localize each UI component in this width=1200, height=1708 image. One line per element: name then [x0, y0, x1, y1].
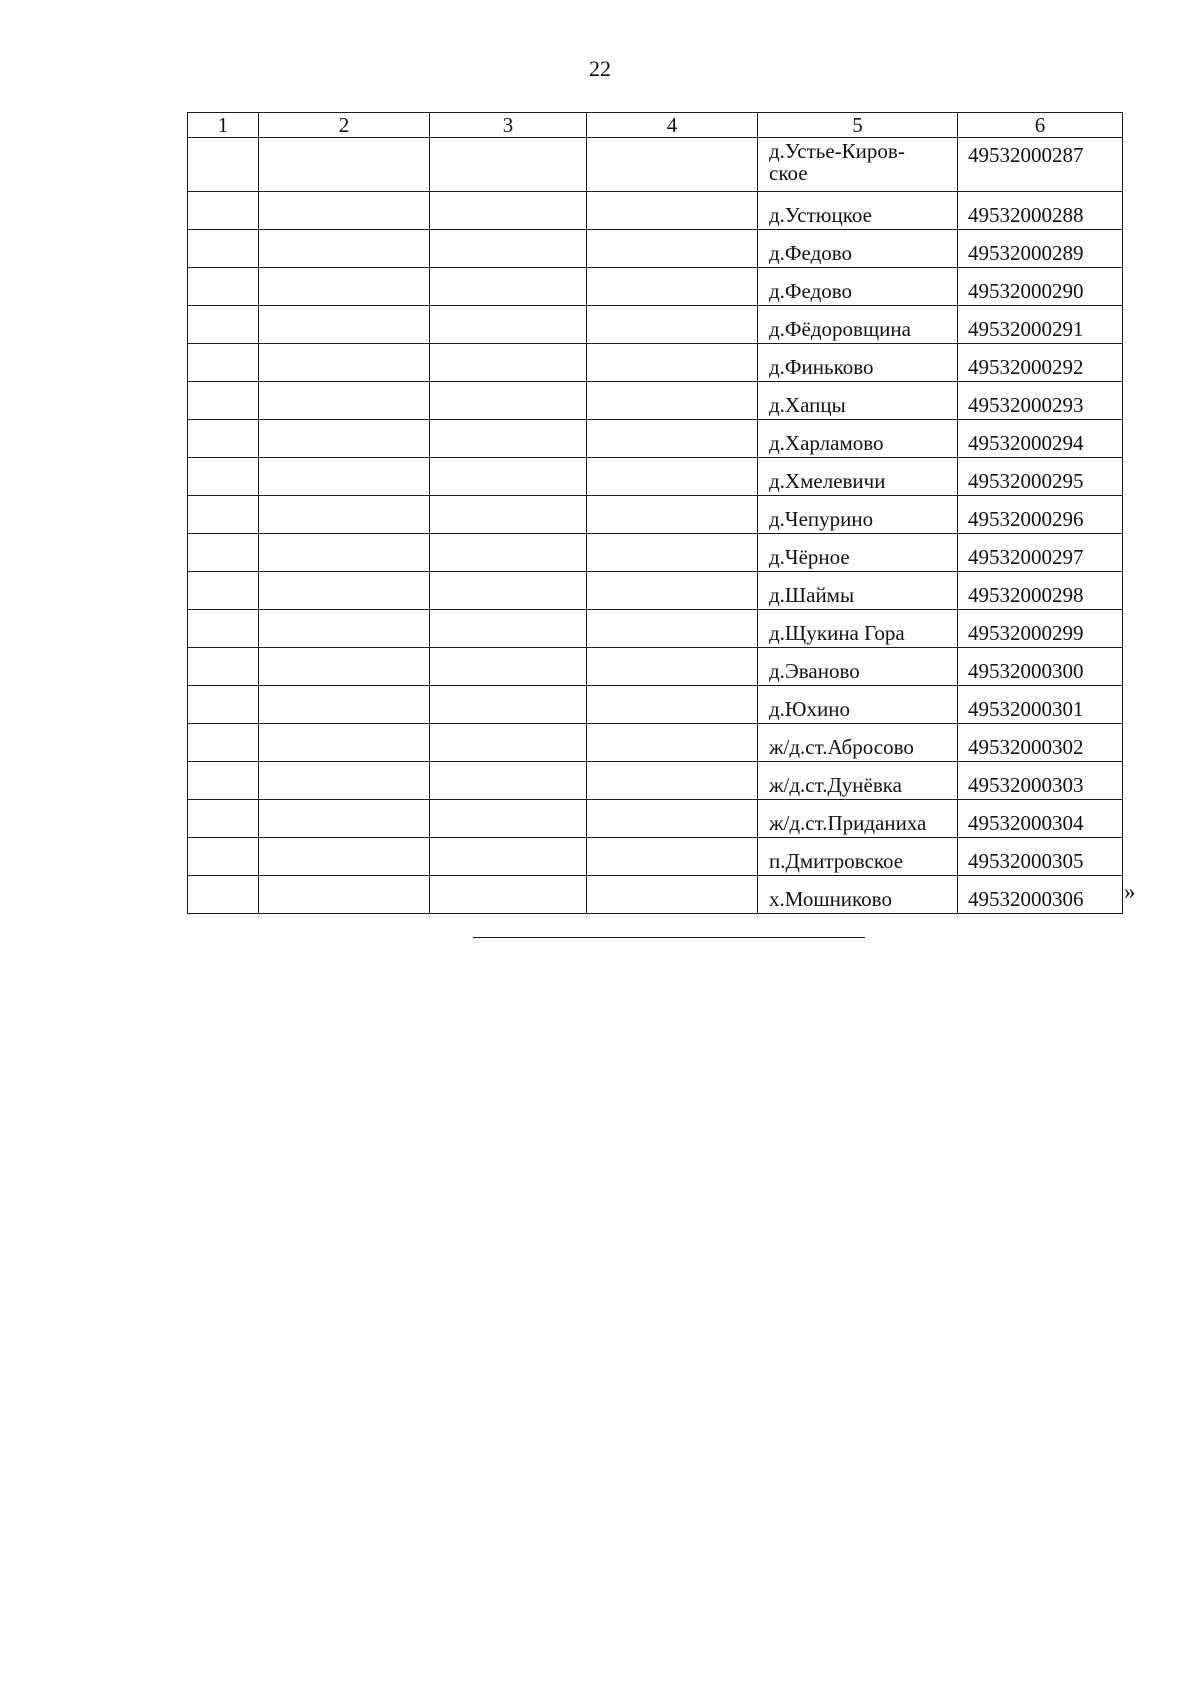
column-header-2: 2 — [259, 113, 430, 138]
cell-col-4 — [587, 800, 758, 838]
table-row — [188, 268, 1123, 306]
table-row — [188, 876, 1123, 914]
cell-col-1 — [188, 420, 259, 458]
cell-col-4 — [587, 420, 758, 458]
cell-col-1 — [188, 648, 259, 686]
cell-col-4 — [587, 138, 758, 192]
cell-col-3 — [430, 268, 587, 306]
cell-col-2 — [259, 686, 430, 724]
table-row — [188, 420, 1123, 458]
cell-col-2 — [259, 192, 430, 230]
cell-col-2 — [259, 344, 430, 382]
cell-col-1 — [188, 610, 259, 648]
cell-col-4 — [587, 610, 758, 648]
settlement-code-cell: 49532000287 — [958, 138, 1123, 192]
settlement-name-cell: д.Устюцкое — [758, 192, 958, 230]
cell-col-3 — [430, 724, 587, 762]
settlement-name-cell: д.Шаймы — [758, 572, 958, 610]
cell-col-3 — [430, 762, 587, 800]
settlement-code-cell: 49532000294 — [958, 420, 1123, 458]
page-number: 22 — [589, 56, 611, 81]
cell-col-3 — [430, 838, 587, 876]
settlement-name-cell: д.Чепурино — [758, 496, 958, 534]
cell-col-3 — [430, 800, 587, 838]
table-row — [188, 192, 1123, 230]
cell-col-2 — [259, 838, 430, 876]
settlement-code-cell: 49532000288 — [958, 192, 1123, 230]
cell-col-4 — [587, 268, 758, 306]
table-row — [188, 686, 1123, 724]
cell-col-1 — [188, 724, 259, 762]
settlement-name-cell: ж/д.ст.Абросово — [758, 724, 958, 762]
settlement-code-cell: 49532000304 — [958, 800, 1123, 838]
table-row — [188, 138, 1123, 192]
cell-col-1 — [188, 230, 259, 268]
cell-col-4 — [587, 192, 758, 230]
column-header-4: 4 — [587, 113, 758, 138]
cell-col-4 — [587, 344, 758, 382]
table-row — [188, 306, 1123, 344]
cell-col-2 — [259, 306, 430, 344]
table-row — [188, 230, 1123, 268]
cell-col-1 — [188, 800, 259, 838]
cell-col-4 — [587, 686, 758, 724]
settlement-code-cell: 49532000298 — [958, 572, 1123, 610]
settlement-name-cell: п.Дмитровское — [758, 838, 958, 876]
cell-col-2 — [259, 762, 430, 800]
settlement-name-cell: ж/д.ст.Приданиха — [758, 800, 958, 838]
settlement-code-cell: 49532000295 — [958, 458, 1123, 496]
cell-col-3 — [430, 534, 587, 572]
column-header-3: 3 — [430, 113, 587, 138]
cell-col-3 — [430, 306, 587, 344]
table-header-row — [188, 113, 1123, 138]
settlement-name-cell: д.Финьково — [758, 344, 958, 382]
settlements-table — [187, 112, 1123, 914]
cell-col-3 — [430, 648, 587, 686]
table-row — [188, 344, 1123, 382]
cell-col-4 — [587, 876, 758, 914]
cell-col-3 — [430, 610, 587, 648]
settlement-code-cell: 49532000300 — [958, 648, 1123, 686]
settlement-code-cell: 49532000299 — [958, 610, 1123, 648]
cell-col-4 — [587, 230, 758, 268]
cell-col-3 — [430, 344, 587, 382]
settlement-code-cell: 49532000292 — [958, 344, 1123, 382]
cell-col-3 — [430, 572, 587, 610]
table-row — [188, 572, 1123, 610]
cell-col-1 — [188, 876, 259, 914]
settlement-name-cell: д.Харламово — [758, 420, 958, 458]
settlement-code-cell: 49532000305 — [958, 838, 1123, 876]
cell-col-3 — [430, 230, 587, 268]
cell-col-1 — [188, 138, 259, 192]
cell-col-4 — [587, 572, 758, 610]
cell-col-1 — [188, 306, 259, 344]
table-row — [188, 838, 1123, 876]
cell-col-3 — [430, 192, 587, 230]
footer-rule — [473, 937, 865, 938]
table-row — [188, 724, 1123, 762]
cell-col-2 — [259, 648, 430, 686]
table-row — [188, 762, 1123, 800]
settlement-name-cell — [758, 138, 958, 192]
cell-col-1 — [188, 458, 259, 496]
settlement-name-cell: д.Щукина Гора — [758, 610, 958, 648]
cell-col-1 — [188, 192, 259, 230]
settlement-code-cell: 49532000296 — [958, 496, 1123, 534]
settlement-code-cell: 49532000290 — [958, 268, 1123, 306]
cell-col-1 — [188, 496, 259, 534]
cell-col-1 — [188, 572, 259, 610]
settlement-name-cell: д.Хапцы — [758, 382, 958, 420]
cell-col-3 — [430, 686, 587, 724]
settlement-name-cell: д.Чёрное — [758, 534, 958, 572]
settlement-name-cell: д.Фёдоровщина — [758, 306, 958, 344]
cell-col-4 — [587, 458, 758, 496]
cell-col-2 — [259, 382, 430, 420]
settlement-code-cell: 49532000289 — [958, 230, 1123, 268]
closing-quote: » — [1124, 879, 1136, 904]
cell-col-1 — [188, 534, 259, 572]
cell-col-4 — [587, 306, 758, 344]
table-row — [188, 382, 1123, 420]
table-row — [188, 800, 1123, 838]
table-row — [188, 534, 1123, 572]
cell-col-2 — [259, 420, 430, 458]
cell-col-1 — [188, 838, 259, 876]
settlement-name-cell: д.Юхино — [758, 686, 958, 724]
cell-col-3 — [430, 420, 587, 458]
cell-col-2 — [259, 458, 430, 496]
cell-col-4 — [587, 382, 758, 420]
table-row — [188, 496, 1123, 534]
settlement-name-cell: ж/д.ст.Дунёвка — [758, 762, 958, 800]
cell-col-4 — [587, 496, 758, 534]
settlement-name-cell: х.Мошниково — [758, 876, 958, 914]
cell-col-1 — [188, 268, 259, 306]
cell-col-2 — [259, 268, 430, 306]
settlement-code-cell: 49532000291 — [958, 306, 1123, 344]
cell-col-2 — [259, 534, 430, 572]
cell-col-1 — [188, 382, 259, 420]
cell-col-3 — [430, 138, 587, 192]
settlement-code-cell: 49532000293 — [958, 382, 1123, 420]
settlement-name-line-2: ское — [769, 161, 808, 185]
settlement-name-cell: д.Федово — [758, 230, 958, 268]
cell-col-1 — [188, 686, 259, 724]
cell-col-2 — [259, 496, 430, 534]
settlement-name-cell: д.Эваново — [758, 648, 958, 686]
cell-col-2 — [259, 572, 430, 610]
cell-col-3 — [430, 382, 587, 420]
cell-col-2 — [259, 138, 430, 192]
cell-col-4 — [587, 724, 758, 762]
column-header-6: 6 — [958, 113, 1123, 138]
settlement-code-cell: 49532000297 — [958, 534, 1123, 572]
cell-col-4 — [587, 534, 758, 572]
cell-col-4 — [587, 838, 758, 876]
cell-col-4 — [587, 648, 758, 686]
settlement-name-cell: д.Хмелевичи — [758, 458, 958, 496]
cell-col-3 — [430, 458, 587, 496]
settlement-name-cell: д.Федово — [758, 268, 958, 306]
settlement-code-cell: 49532000302 — [958, 724, 1123, 762]
cell-col-2 — [259, 230, 430, 268]
cell-col-4 — [587, 762, 758, 800]
table-row — [188, 610, 1123, 648]
cell-col-2 — [259, 610, 430, 648]
settlement-name-line-1: д.Устье-Киров- — [769, 139, 905, 163]
cell-col-2 — [259, 876, 430, 914]
cell-col-3 — [430, 496, 587, 534]
settlement-code-cell: 49532000301 — [958, 686, 1123, 724]
settlement-code-cell: 49532000306 — [958, 876, 1123, 914]
cell-col-1 — [188, 762, 259, 800]
table-header — [188, 113, 1123, 138]
column-header-1: 1 — [188, 113, 259, 138]
cell-col-3 — [430, 876, 587, 914]
cell-col-2 — [259, 724, 430, 762]
cell-col-2 — [259, 800, 430, 838]
settlement-code-cell: 49532000303 — [958, 762, 1123, 800]
table-row — [188, 648, 1123, 686]
table-body — [188, 138, 1123, 914]
table-row — [188, 458, 1123, 496]
cell-col-1 — [188, 344, 259, 382]
column-header-5: 5 — [758, 113, 958, 138]
